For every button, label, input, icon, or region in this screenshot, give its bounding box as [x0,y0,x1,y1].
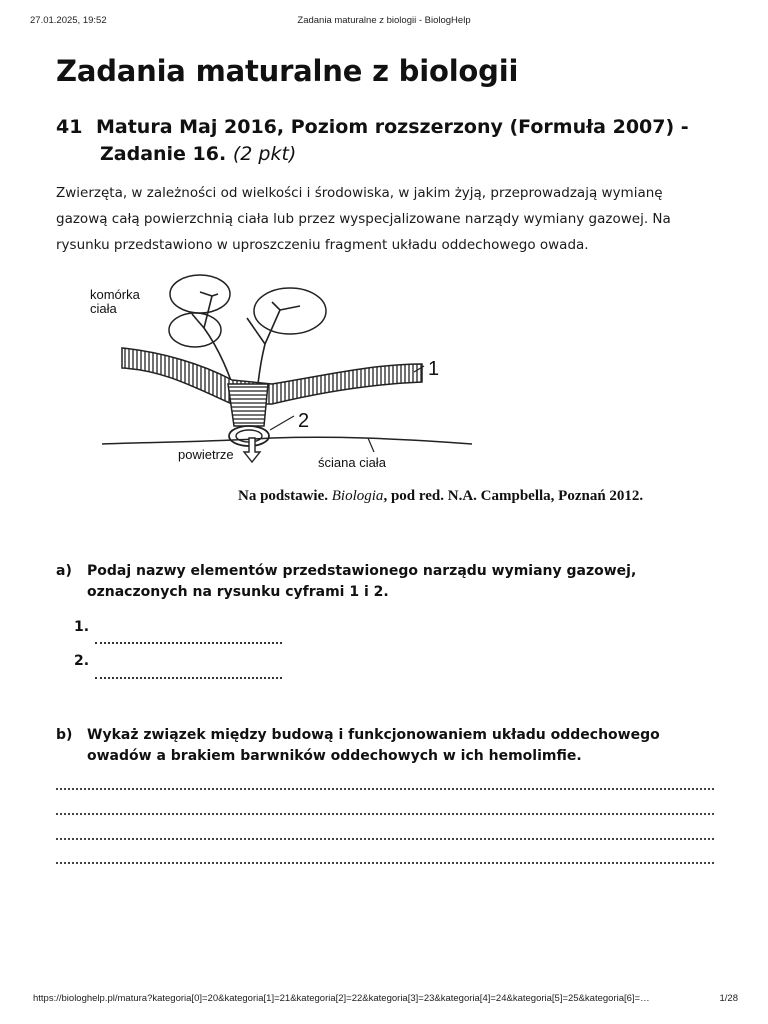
caption-book: Biologia [331,488,384,504]
task-heading [56,114,736,168]
figure-label-body-cell [90,288,140,316]
task-intro: Zwierzęta, w zależności od wielkości i środowiska, w jakim żyją, przeprowadzają wymianę gazową całą powierzchnią ciała lub przez wyspecjalizowane narządy wymiany gazowej. Na rysunku przedstawiono w uproszczeniu fragment układu oddechowego owada. [56,185,671,253]
figure-label-body-wall: ściana ciała [318,455,386,470]
tracheal-system-figure [72,266,692,516]
answer-a-item-1-label: 1. [74,619,90,635]
task-points: (2 pkt) [232,143,297,165]
print-date: 27.01.2025, 19:52 [30,15,107,26]
answer-a-item-2-label: 2. [74,653,90,669]
print-page-title: Zadania maturalne z biologii - BiologHelp [297,15,471,26]
task-number: 41 [56,116,83,138]
answer-b-line-1[interactable] [56,787,714,790]
page-title: Zadania maturalne z biologii [56,54,519,88]
answer-b-line-4[interactable] [56,861,714,864]
body-cell-1 [170,275,230,313]
print-footer [0,993,768,1007]
answer-a-field-2[interactable] [95,675,282,679]
question-a [56,561,722,603]
question-b-letter: b) [56,727,73,743]
body-wall [102,437,472,444]
figure-label-body-cell-line2: ciała [90,301,117,316]
answer-b-line-3[interactable] [56,837,714,840]
tracheal-system-drawing [72,266,692,481]
question-a-letter: a) [56,563,72,579]
print-header [0,15,768,29]
figure-label-body-cell-line1: komórka [90,287,140,302]
question-b-text: Wykaż związek między budową i funkcjonowaniem układu oddechowego owadów a brakiem barwników oddechowych w ich hemolimfie. [87,727,660,764]
task-heading-line2: Zadanie 16. [100,143,227,165]
body-cell-3 [254,288,326,334]
trachea-branch [228,384,268,426]
figure-label-2: 2 [298,410,310,432]
answer-b-line-2[interactable] [56,812,714,815]
figure-label-air: powietrze [178,447,234,462]
print-page-counter: 1/28 [719,993,738,1004]
question-a-text: Podaj nazwy elementów przedstawionego narządu wymiany gazowej, oznaczonych na rysunku cyframi 1 i 2. [87,563,637,600]
figure-label-1: 1 [428,358,440,380]
task-heading-line1: Matura Maj 2016, Poziom rozszerzony (Formuła 2007) - [96,116,689,138]
caption-suffix: , pod red. N.A. Campbella, Poznań 2012. [383,488,644,504]
question-b [56,725,722,767]
print-url: https://biologhelp.pl/matura?kategoria[0]=20&kategoria[1]=21&kategoria[2]=22&kategoria[3]=23&kategoria[4]=24&kategoria[5]=25&kategoria[6]=… [33,993,650,1004]
caption-prefix: Na podstawie. [238,488,329,504]
trachea [122,348,422,404]
answer-a-field-1[interactable] [95,640,282,644]
figure-caption [238,488,643,505]
